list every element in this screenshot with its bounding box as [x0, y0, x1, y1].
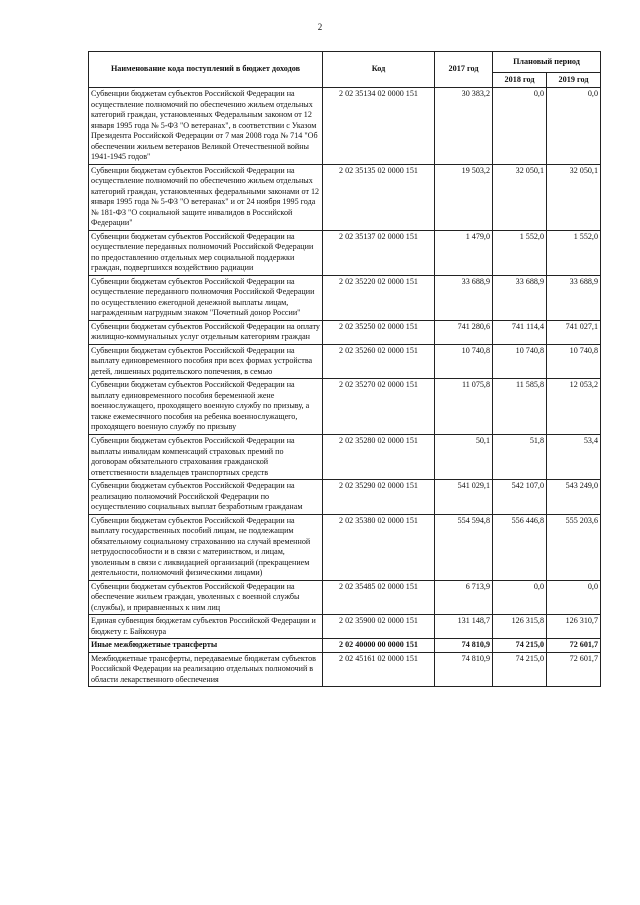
table-row [89, 164, 601, 230]
row-value-2018: 74 215,0 [493, 652, 547, 687]
row-value-2019: 0,0 [547, 88, 601, 165]
row-name: Субвенции бюджетам субъектов Российской Федерации на осуществление переданных полномочий Российской Федерации по предоставлению отдельных мер социальной поддержки граждан, подвергшихся воздействию радиации [89, 230, 323, 275]
table-row [89, 639, 601, 653]
row-name: Субвенции бюджетам субъектов Российской Федерации на осуществление полномочий по обеспечению жильем отдельных категорий граждан, установленных Федеральным законом от 12 января 1995 года № 5-ФЗ "О ветеранах", в соответствии с Указом Президента Российской Федерации от 7 мая 2008 года № 714 "Об обеспечении жильем ветеранов Великой Отечественной войны 1941-1945 годов" [89, 88, 323, 165]
row-value-2017: 741 280,6 [435, 320, 493, 344]
row-value-2019: 741 027,1 [547, 320, 601, 344]
row-value-2019: 10 740,8 [547, 344, 601, 379]
row-value-2018: 126 315,8 [493, 615, 547, 639]
header-code: Код [323, 52, 435, 88]
row-value-2018: 10 740,8 [493, 344, 547, 379]
row-code: 2 02 35260 02 0000 151 [323, 344, 435, 379]
row-value-2017: 541 029,1 [435, 480, 493, 515]
row-name: Субвенции бюджетам субъектов Российской Федерации на выплату государственных пособий лицам, не подлежащим обязательному социальному страхованию на случай временной нетрудоспособности и в связи с материнством, и лицам, уволенным в связи с ликвидацией организаций (прекращением деятельности, полномочий физическими лицами) [89, 514, 323, 580]
row-value-2019: 1 552,0 [547, 230, 601, 275]
table-row [89, 230, 601, 275]
row-name: Субвенции бюджетам субъектов Российской Федерации на осуществление полномочий по обеспечению жильем отдельных категорий граждан, установленных федеральными законами от 12 января 1995 года № 5-ФЗ "О ветеранах" и от 24 ноября 1995 года № 181-ФЗ "О социальной защите инвалидов в Российской Федерации" [89, 164, 323, 230]
row-value-2017: 19 503,2 [435, 164, 493, 230]
header-name: Наименование кода поступлений в бюджет доходов [89, 52, 323, 88]
row-value-2018: 0,0 [493, 580, 547, 615]
row-value-2019: 32 050,1 [547, 164, 601, 230]
row-name: Субвенции бюджетам субъектов Российской Федерации на реализацию полномочий Российской Федерации по осуществлению социальных выплат безработным гражданам [89, 480, 323, 515]
row-code: 2 02 35900 02 0000 151 [323, 615, 435, 639]
row-value-2019: 543 249,0 [547, 480, 601, 515]
row-name: Межбюджетные трансферты, передаваемые бюджетам субъектов Российской Федерации на реализацию отдельных полномочий в области лекарственного обеспечения [89, 652, 323, 687]
row-code: 2 02 35134 02 0000 151 [323, 88, 435, 165]
row-value-2017: 1 479,0 [435, 230, 493, 275]
row-value-2018: 74 215,0 [493, 639, 547, 653]
table-row [89, 275, 601, 320]
table-row [89, 434, 601, 479]
row-value-2017: 50,1 [435, 434, 493, 479]
row-value-2018: 32 050,1 [493, 164, 547, 230]
row-code: 2 02 35280 02 0000 151 [323, 434, 435, 479]
row-value-2019: 53,4 [547, 434, 601, 479]
row-name: Субвенции бюджетам субъектов Российской Федерации на оплату жилищно-коммунальных услуг отдельным категориям граждан [89, 320, 323, 344]
row-code: 2 02 35220 02 0000 151 [323, 275, 435, 320]
row-value-2018: 11 585,8 [493, 379, 547, 435]
row-value-2018: 556 446,8 [493, 514, 547, 580]
row-value-2018: 542 107,0 [493, 480, 547, 515]
table-row [89, 88, 601, 165]
header-plan-period: Плановый период [493, 52, 601, 73]
row-value-2017: 10 740,8 [435, 344, 493, 379]
row-value-2017: 11 075,8 [435, 379, 493, 435]
row-name: Субвенции бюджетам субъектов Российской Федерации на осуществление переданного полномочия Российской Федерации по осуществлению ежегодной денежной выплаты лицам, награжденным нагрудным знаком "Почетный донор России" [89, 275, 323, 320]
page-number: 2 [317, 22, 323, 32]
row-code: 2 02 35270 02 0000 151 [323, 379, 435, 435]
row-value-2017: 554 594,8 [435, 514, 493, 580]
table-row [89, 615, 601, 639]
row-name: Субвенции бюджетам субъектов Российской Федерации на выплату единовременного пособия беременной жене военнослужащего, проходящего военную службу по призыву, а также ежемесячного пособия на ребенка военнослужащего, проходящего военную службу по призыву [89, 379, 323, 435]
row-code: 2 02 35250 02 0000 151 [323, 320, 435, 344]
table-row [89, 580, 601, 615]
row-name: Единая субвенция бюджетам субъектов Российской Федерации и бюджету г. Байконура [89, 615, 323, 639]
row-name: Субвенции бюджетам субъектов Российской Федерации на обеспечение жильем граждан, уволенных с военной службы (службы), и приравненных к ним лиц [89, 580, 323, 615]
row-value-2017: 131 148,7 [435, 615, 493, 639]
table-row [89, 379, 601, 435]
table-row [89, 514, 601, 580]
row-value-2017: 6 713,9 [435, 580, 493, 615]
row-code: 2 02 40000 00 0000 151 [323, 639, 435, 653]
row-value-2018: 741 114,4 [493, 320, 547, 344]
row-value-2017: 74 810,9 [435, 652, 493, 687]
row-value-2017: 33 688,9 [435, 275, 493, 320]
table-row [89, 320, 601, 344]
table-row [89, 480, 601, 515]
table-row [89, 344, 601, 379]
row-code: 2 02 35485 02 0000 151 [323, 580, 435, 615]
table-row [89, 652, 601, 687]
row-value-2019: 72 601,7 [547, 639, 601, 653]
row-name: Субвенции бюджетам субъектов Российской Федерации на выплаты инвалидам компенсаций страховых премий по договорам обязательного страхования гражданской ответственности владельцев транспортных средств [89, 434, 323, 479]
header-2017: 2017 год [435, 52, 493, 88]
row-value-2019: 12 053,2 [547, 379, 601, 435]
row-value-2019: 0,0 [547, 580, 601, 615]
row-value-2017: 74 810,9 [435, 639, 493, 653]
row-value-2019: 33 688,9 [547, 275, 601, 320]
budget-revenue-table [88, 51, 601, 687]
row-name: Субвенции бюджетам субъектов Российской Федерации на выплату единовременного пособия при всех формах устройства детей, лишенных родительского попечения, в семью [89, 344, 323, 379]
row-value-2018: 51,8 [493, 434, 547, 479]
row-name: Иные межбюджетные трансферты [89, 639, 323, 653]
row-code: 2 02 35380 02 0000 151 [323, 514, 435, 580]
row-value-2018: 33 688,9 [493, 275, 547, 320]
row-value-2019: 555 203,6 [547, 514, 601, 580]
row-code: 2 02 35137 02 0000 151 [323, 230, 435, 275]
row-value-2019: 126 310,7 [547, 615, 601, 639]
row-code: 2 02 45161 02 0000 151 [323, 652, 435, 687]
table-body [89, 88, 601, 687]
row-value-2018: 0,0 [493, 88, 547, 165]
row-value-2018: 1 552,0 [493, 230, 547, 275]
row-value-2019: 72 601,7 [547, 652, 601, 687]
header-2019: 2019 год [547, 73, 601, 88]
row-code: 2 02 35290 02 0000 151 [323, 480, 435, 515]
header-2018: 2018 год [493, 73, 547, 88]
row-value-2017: 30 383,2 [435, 88, 493, 165]
row-code: 2 02 35135 02 0000 151 [323, 164, 435, 230]
